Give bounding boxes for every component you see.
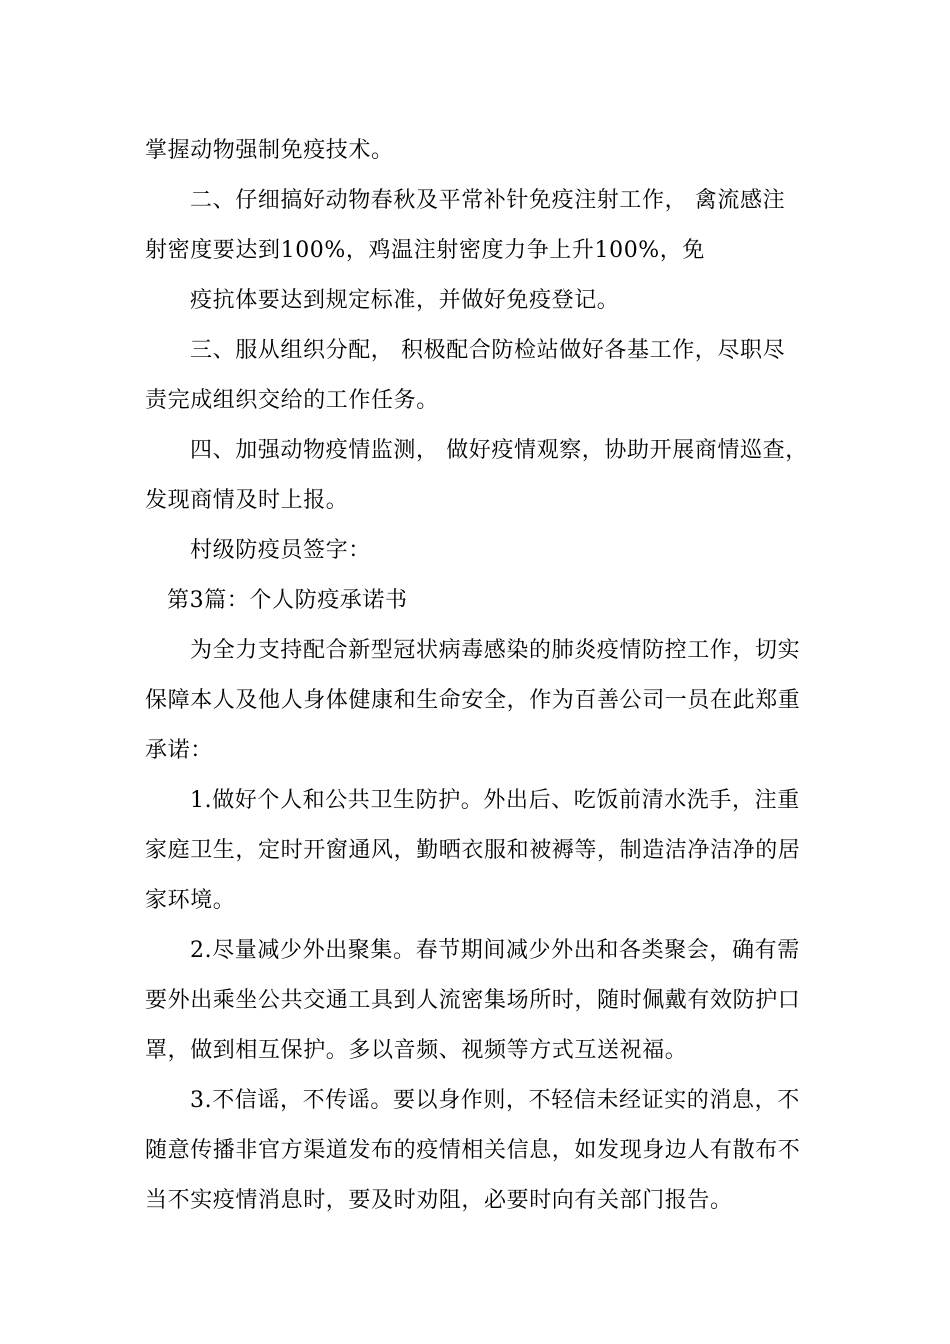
text-line: 保障本人及他人身体健康和生命安全，作为百善公司一员在此郑重 — [145, 688, 801, 713]
text-line: 三、服从组织分配， 积极配合防检站做好各基工作，尽职尽 — [190, 338, 786, 363]
text-line: 责完成组织交给的工作任务。 — [145, 388, 439, 413]
text-line: 要外出乘坐公共交通工具到人流密集场所时，随时佩戴有效防护口 — [145, 988, 801, 1013]
text-line: 罩，做到相互保护。多以音频、视频等方式互送祝福。 — [145, 1038, 688, 1063]
text-line: 家环境。 — [145, 888, 236, 913]
text-line: 射密度要达到100%，鸡温注射密度力争上升100%，免 — [145, 238, 705, 263]
text-line: 发现商情及时上报。 — [145, 488, 349, 513]
text-line: 四、加强动物疫情监测， 做好疫情观察，协助开展商情巡查， — [190, 438, 808, 463]
text-line: 1.做好个人和公共卫生防护。外出后、吃饭前清水洗手，注重 — [190, 788, 800, 813]
section-heading: 第3篇：个人防疫承诺书 — [167, 588, 408, 613]
text-line: 随意传播非官方渠道发布的疫情相关信息，如发现身边人有散布不 — [145, 1138, 801, 1163]
text-line: 承诺： — [145, 738, 213, 763]
text-line: 为全力支持配合新型冠状病毒感染的肺炎疫情防控工作，切实 — [190, 638, 801, 663]
text-line: 2.尽量减少外出聚集。春节期间减少外出和各类聚会，确有需 — [190, 938, 800, 963]
text-line: 二、仔细搞好动物春秋及平常补针免疫注射工作， 禽流感注 — [190, 188, 786, 213]
text-line: 疫抗体要达到规定标准，并做好免疫登记。 — [190, 288, 620, 313]
text-line: 3.不信谣，不传谣。要以身作则，不轻信未经证实的消息，不 — [190, 1088, 800, 1113]
text-line: 掌握动物强制免疫技术。 — [145, 138, 394, 163]
text-line: 家庭卫生，定时开窗通风，勤晒衣服和被褥等，制造洁净洁净的居 — [145, 838, 801, 863]
text-line: 当不实疫情消息时，要及时劝阻，必要时向有关部门报告。 — [145, 1188, 733, 1213]
text-line: 村级防疫员签字： — [190, 538, 371, 563]
